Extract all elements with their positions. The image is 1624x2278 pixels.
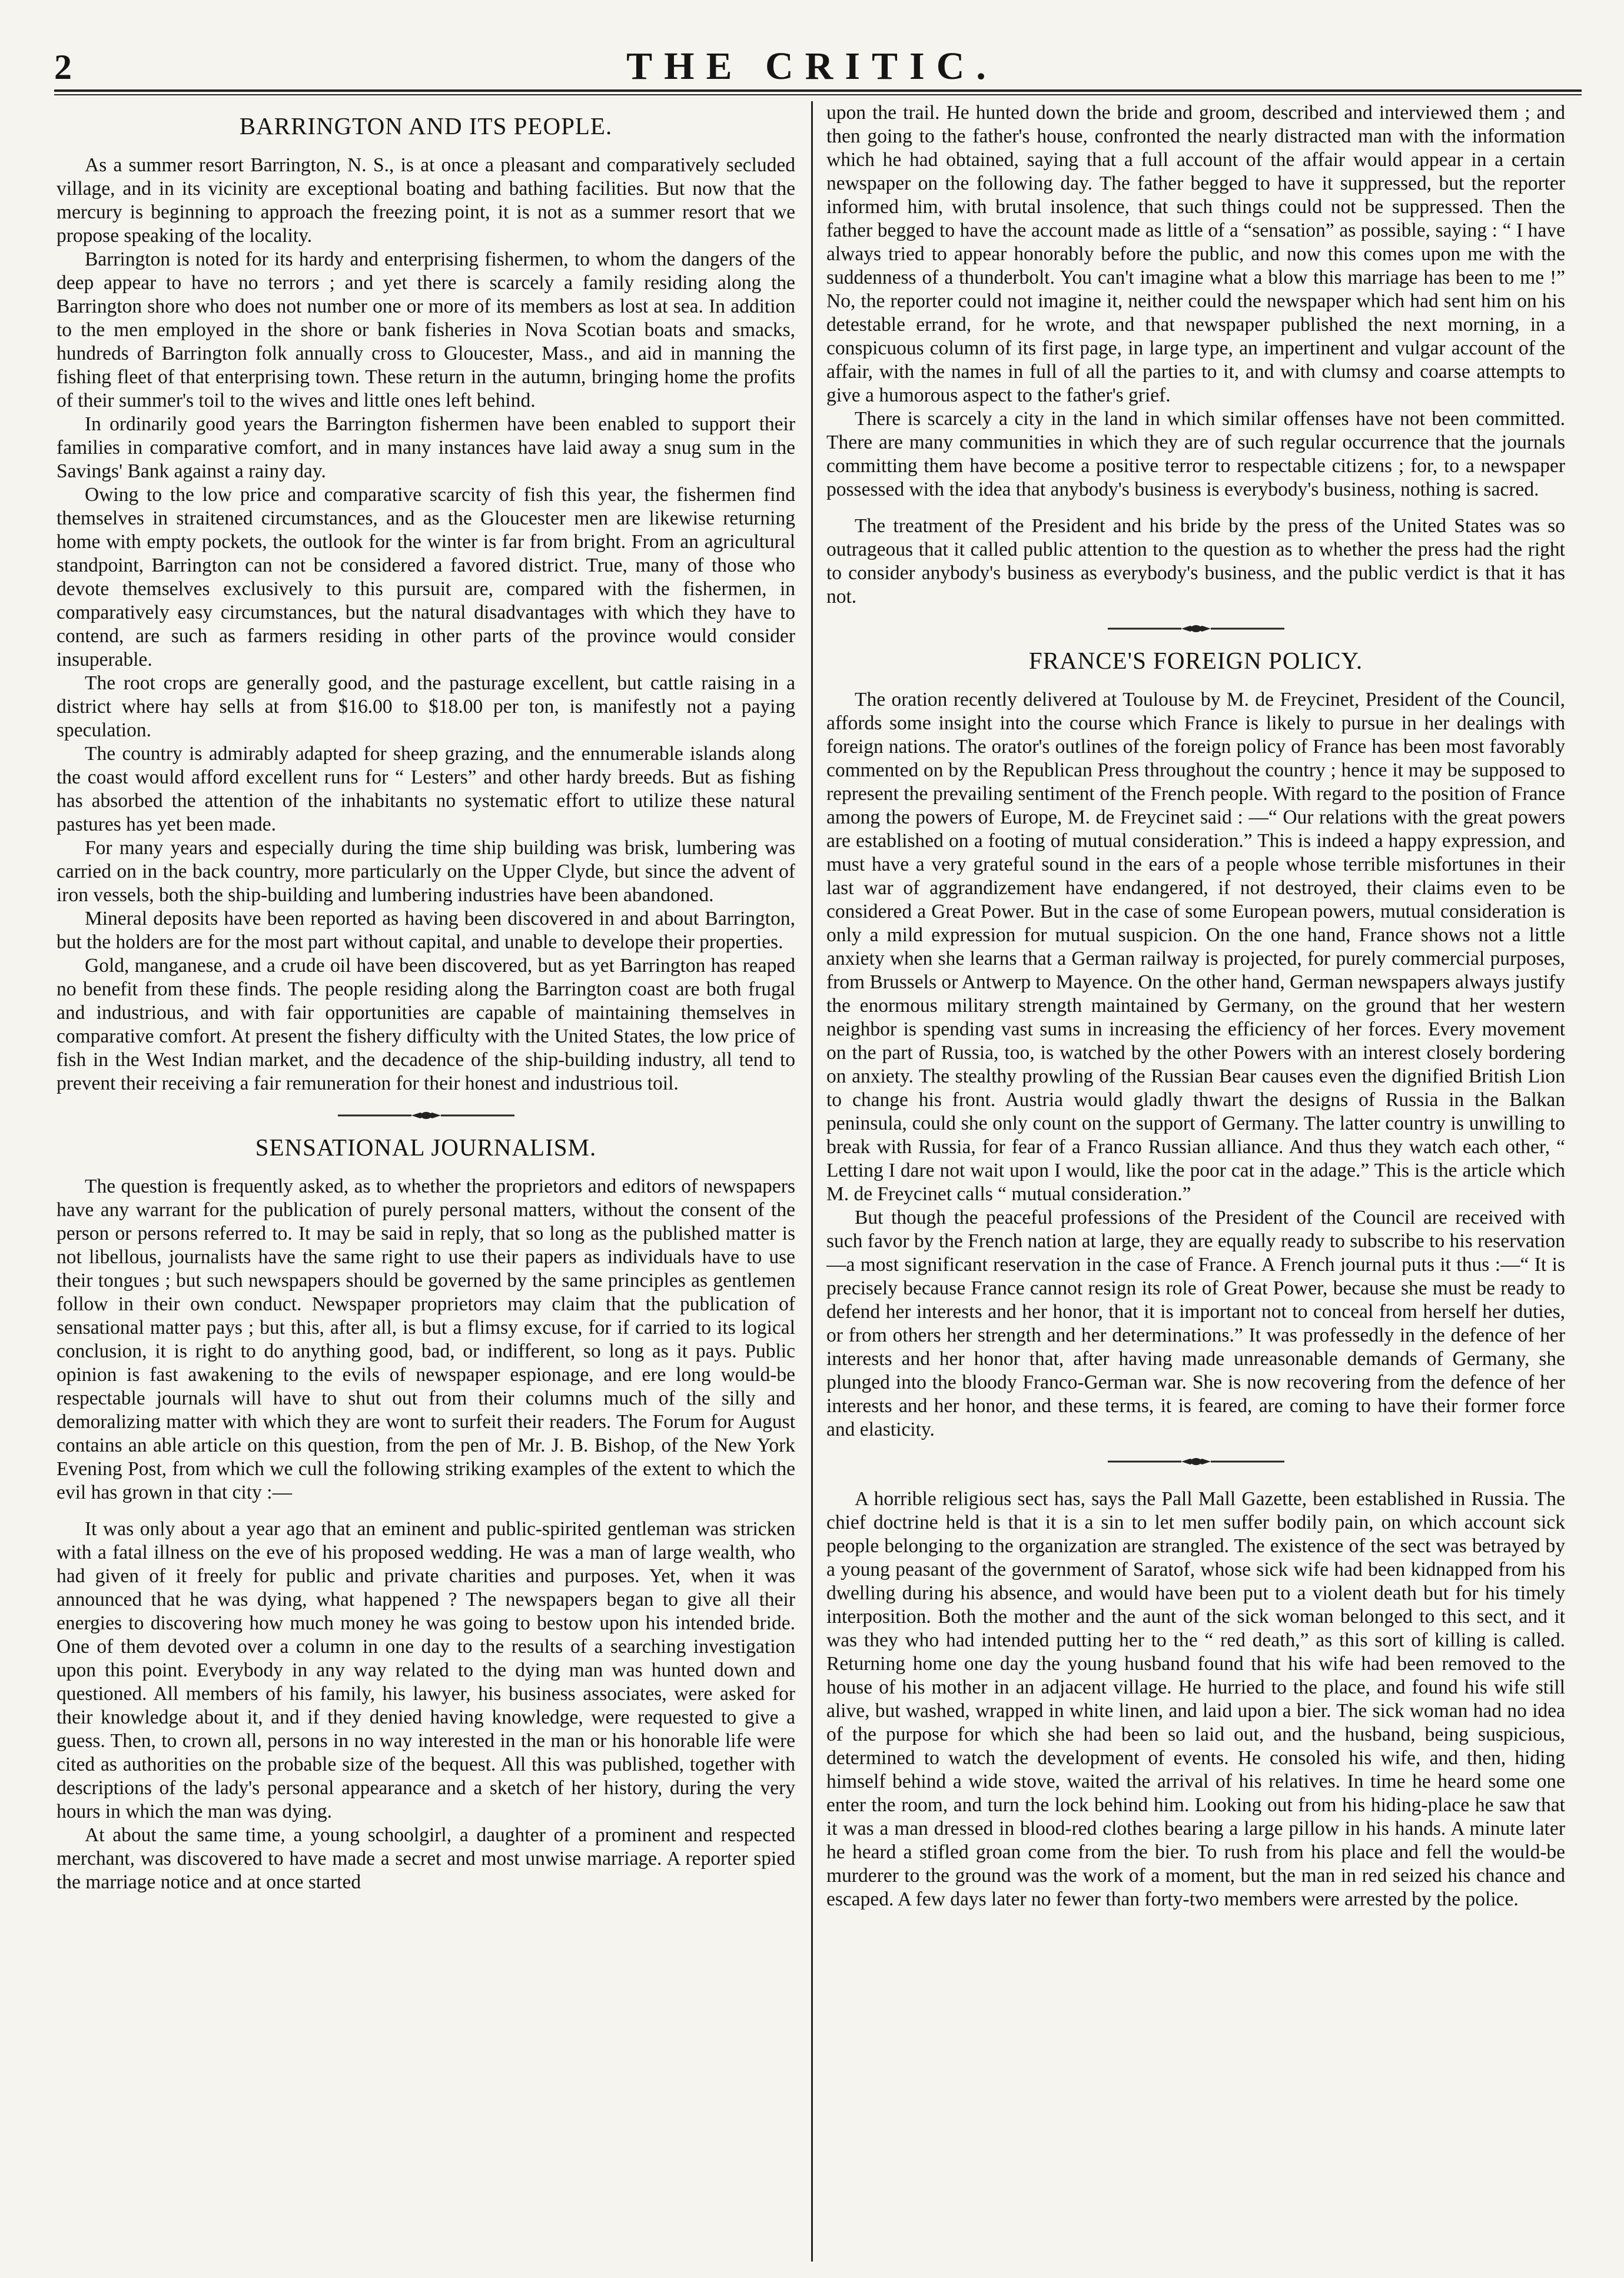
section-ornament xyxy=(57,1111,795,1123)
paragraph: As a summer resort Barrington, N. S., is at once a pleasant and comparatively secluded village, and in its vicinity are exceptional boating and bathing facilities. But now that the mercury is beginning to approach the freezing point, it is not as a summer resort that we propose speaking of the locality. xyxy=(57,154,795,247)
ornament-rule-icon xyxy=(1108,1457,1284,1466)
article-title-barrington: BARRINGTON AND ITS PEOPLE. xyxy=(239,112,613,140)
paragraph: In ordinarily good years the Barrington fishermen have been enabled to support their families in comparative comfort, and in many instances have laid away a snug sum in the Savings' Bank against a rainy day. xyxy=(57,413,795,483)
article-title-france-foreign-policy: FRANCE'S FOREIGN POLICY. xyxy=(1028,647,1363,674)
section-ornament xyxy=(826,1457,1565,1469)
right-column xyxy=(826,101,1565,2262)
paragraph: The country is admirably adapted for sheep grazing, and the ennumerable islands along the coast would afford excellent runs for “ Lesters” and other hardy breeds. But as fishing has absorbed the attention of the inhabitants no systematic effort to utilize these natural pastures has yet been made. xyxy=(57,743,795,836)
article-title-sensational-journalism: SENSATIONAL JOURNALISM. xyxy=(255,1134,597,1161)
masthead-rule-thin xyxy=(54,94,1582,95)
paragraph: Barrington is noted for its hardy and enterprising fishermen, to whom the dangers of the deep appear to have no terrors ; and yet there is scarcely a family residing along the Barrington shore who does not number one or more of its members as lost at sea. In addition to the men employed in the shore or bank fisheries in Nova Scotian boats and smacks, hundreds of Barrington folk annually cross to Gloucester, Mass., and aid in manning the fishing fleet of that enterprising town. These return in the autumn, bringing home the profits of their summer's toil to the wives and little ones left behind. xyxy=(57,248,795,412)
masthead xyxy=(0,0,1624,88)
paragraph: But though the peaceful professions of the President of the Council are received with such favor by the French nation at large, they are equally ready to subscribe to his reservation—a most significant reservation in the case of France. A French journal puts it thus :—“ It is precisely because France cannot resign its role of Great Power, because she must be ready to defend her interests and her honor, that it is important not to conceal from herself her duties, or from others her strength and her determinations.” It was professedly in the defence of her interests and her honor that, after having made unreasonable demands of Germany, she plunged into the bloody Franco-German war. She is now recovering from the defence of her interests and her honor, and these terms, it is feared, are coming to have their former force and elasticity. xyxy=(826,1207,1565,1441)
paragraph-russian-sect: A horrible religious sect has, says the Pall Mall Gazette, been established in Russia. The chief doctrine held is that it is a sin to let men suffer bodily pain, on which account sick people belonging to the organization are strangled. The existence of the sect was betrayed by a young peasant of the government of Saratof, whose sick wife had been kidnapped from his dwelling during his absence, and would have been put to a violent death but for his timely interposition. Both the mother and the aunt of the sick woman belonged to this sect, and it was they who had intended putting her to the “ red death,” as this sort of killing is called. Returning home one day the young husband found that his wife had been removed to the house of his mother in an adjacent village. He hurried to the place, and found his wife still alive, but washed, wrapped in white linen, and laid upon a bier. The sick woman had no idea of the purpose for which she had been so laid out, and the husband, being suspicious, determined to watch the development of events. He consoled his wife, and then, hiding himself behind a wide stove, waited the arrival of his relatives. In time he heard some one enter the room, and turn the lock behind him. Looking out from his hiding-place he saw that it was a man dressed in blood-red clothes bearing a large pillow in his hands. A minute later he heard a stifled groan come from the bier. To rush from his place and fell the would-be murderer to the ground was the work of a moment, but the man in red seized his chance and escaped. A few days later no fewer than forty-two members were arrested by the police. xyxy=(826,1488,1565,1911)
paragraph: Gold, manganese, and a crude oil have been discovered, but as yet Barrington has reaped no benefit from these finds. The people residing along the Barrington coast are both frugal and industrious, and with fair opportunities are capable of maintaining themselves in comparative comfort. At present the fishery difficulty with the United States, the low price of fish in the West Indian market, and the decadence of the ship-building industry, all tend to prevent their receiving a fair remuneration for their honest and industrious toil. xyxy=(57,955,795,1095)
quoted-paragraph: It was only about a year ago that an eminent and public-spirited gentleman was stricken with a fatal illness on the eve of his proposed wedding. He was a man of large wealth, who had given of it freely for public and private charities and purposes. Yet, when it was announced that he was dying, what happened ? The newspapers began to give all their energies to discovering how much money he was going to bestow upon his intended bride. One of them devoted over a column in one day to the results of a searching investigation upon this point. Everybody in any way related to the dying man was hunted down and questioned. All members of his family, his lawyer, his business associates, were asked for their knowledge about it, and if they denied having knowledge, were requested to give a guess. Then, to crown all, persons in no way interested in the man or his honorable life were cited as authorities on the probable size of the bequest. All this was published, together with descriptions of the lady's personal appearance and a sketch of her history, during the very hours in which the man was dying. xyxy=(57,1518,795,1823)
ornament-rule-icon xyxy=(338,1111,514,1120)
ornament-rule-icon xyxy=(1108,624,1284,633)
paragraph: The question is frequently asked, as to whether the proprietors and editors of newspapers have any warrant for the publication of purely personal matters, without the consent of the person or persons referred to. It may be said in reply, that so long as the published matter is not libellous, journalists have the same right to use their papers as individuals have to use their tongues ; but such newspapers should be governed by the same principles as gentlemen follow in their own conduct. Newspaper proprietors may claim that the publication of sensational matter pays ; but this, after all, is but a flimsy excuse, for if carried to its logical conclusion, it is right to do anything good, bad, or indifferent, so long as it pays. Public opinion is fast awakening to the evils of newspaper espionage, and ere long would-be respectable journals will have to shut out from their columns much of the silly and demoralizing matter with which they are wont to surfeit their readers. The Forum for August contains an able article on this question, from the pen of Mr. J. B. Bishop, of the New York Evening Post, from which we cull the following striking examples of the extent to which the evil has grown in that city :— xyxy=(57,1175,795,1504)
paragraph: The root crops are generally good, and the pasturage excellent, but cattle raising in a district where hay sells at from $16.00 to $18.00 per ton, is manifestly not a paying speculation. xyxy=(57,672,795,742)
paragraph: For many years and especially during the time ship building was brisk, lumbering was carried on in the back country, more particularly on the Upper Clyde, but since the advent of iron vessels, both the ship-building and lumbering industries have been abandoned. xyxy=(57,837,795,906)
page-number: 2 xyxy=(54,48,72,87)
column-divider xyxy=(811,101,813,2262)
paragraph: There is scarcely a city in the land in which similar offenses have not been committed. There are many communities in which they are of such regular occurrence that the journals committing them have become a positive terror to respectable citizens ; for, to a newspaper possessed with the idea that anybody's business is everybody's business, nothing is sacred. xyxy=(826,408,1565,500)
section-ornament xyxy=(826,624,1565,636)
continued-paragraph: upon the trail. He hunted down the bride and groom, described and interviewed them ; and then going to the father's house, confronted the nearly distracted man with the information which he had obtained, saying that a full account of the affair would appear in a certain newspaper on the following day. The father begged to have it suppressed, but the reporter informed him, with brutal insolence, that such things could not be suppressed. Then the father begged to have the account made as little of a “sensation” as possible, saying : “ I have always tried to appear honorably before the public, and now this comes upon me with the suddenness of a thunderbolt. You can't imagine what a blow this marriage has been to me !” No, the reporter could not imagine it, neither could the newspaper which had sent him on his detestable errand, for he wrote, and that newspaper published the next morning, in a conspicuous column of its first page, in large type, an impertinent and vulgar account of the affair, with the names in full of all the parties to it, and with clumsy and coarse attempts to give a humorous aspect to the father's grief. xyxy=(826,102,1565,406)
newspaper-title: THE CRITIC. xyxy=(626,45,998,88)
quoted-paragraph: At about the same time, a young schoolgirl, a daughter of a prominent and respected merchant, was discovered to have made a secret and most unwise marriage. A reporter spied the marriage notice and at once started xyxy=(57,1824,795,1894)
masthead-rule-thick xyxy=(54,89,1582,92)
paragraph: Mineral deposits have been reported as having been discovered in and about Barrington, but the holders are for the most part without capital, and unable to develope their properties. xyxy=(57,908,795,954)
left-column xyxy=(57,101,795,2262)
paragraph: The oration recently delivered at Toulouse by M. de Freycinet, President of the Council, affords some insight into the course which France is likely to pursue in her dealings with foreign nations. The orator's outlines of the foreign policy of France has been most favorably commented on by the Republican Press throughout the country ; hence it may be supposed to represent the prevailing sentiment of the French people. With regard to the position of France among the powers of Europe, M. de Freycinet said : —“ Our relations with the great powers are established on a footing of mutual consideration.” This is indeed a happy expression, and must have a very grateful sound in the ears of a people whose terrible misfortunes in their last war of aggrandizement have endangered, if not destroyed, their claims even to be considered a Great Power. But in the case of some European powers, mutual consideration is only a mild expression for mutual suspicion. On the one hand, France shows not a little anxiety when she learns that a German railway is projected, for purely commercial purposes, from Brussels or Antwerp to Mayence. On the other hand, German newspapers always justify the enormous military strength maintained by Germany, on the ground that her western neighbor is spending vast sums in increasing the efficiency of her forces. Every movement on the part of Russia, too, is watched by the other Powers with an interest closely bordering on anxiety. The stealthy prowling of the Russian Bear causes even the dignified British Lion to change his front. Austria would gladly thwart the designs of Russia in the Balkan peninsula, could she only count on the support of Germany. The latter country is unwilling to break with Russia, for fear of a Franco Russian alliance. And thus they watch each other, “ Letting I dare not wait upon I would, like the poor cat in the adage.” This is the article which M. de Freycinet calls “ mutual consideration.” xyxy=(826,689,1565,1206)
paragraph: Owing to the low price and comparative scarcity of fish this year, the fishermen find themselves in straitened circumstances, and as the Gloucester men are likewise returning home with empty pockets, the outlook for the winter is far from bright. From an agricultural standpoint, Barrington can not be considered a favored district. True, many of those who devote themselves exclusively to this pursuit are, compared with the fishermen, in comparatively easy circumstances, but the natural disadvantages with which they have to contend, are such as farmers residing in other parts of the province would consider insuperable. xyxy=(57,484,795,671)
paragraph: The treatment of the President and his bride by the press of the United States was so outrageous that it called public attention to the question as to whether the press had the right to consider anybody's business as everybody's business, and the public verdict is that it has not. xyxy=(826,515,1565,607)
